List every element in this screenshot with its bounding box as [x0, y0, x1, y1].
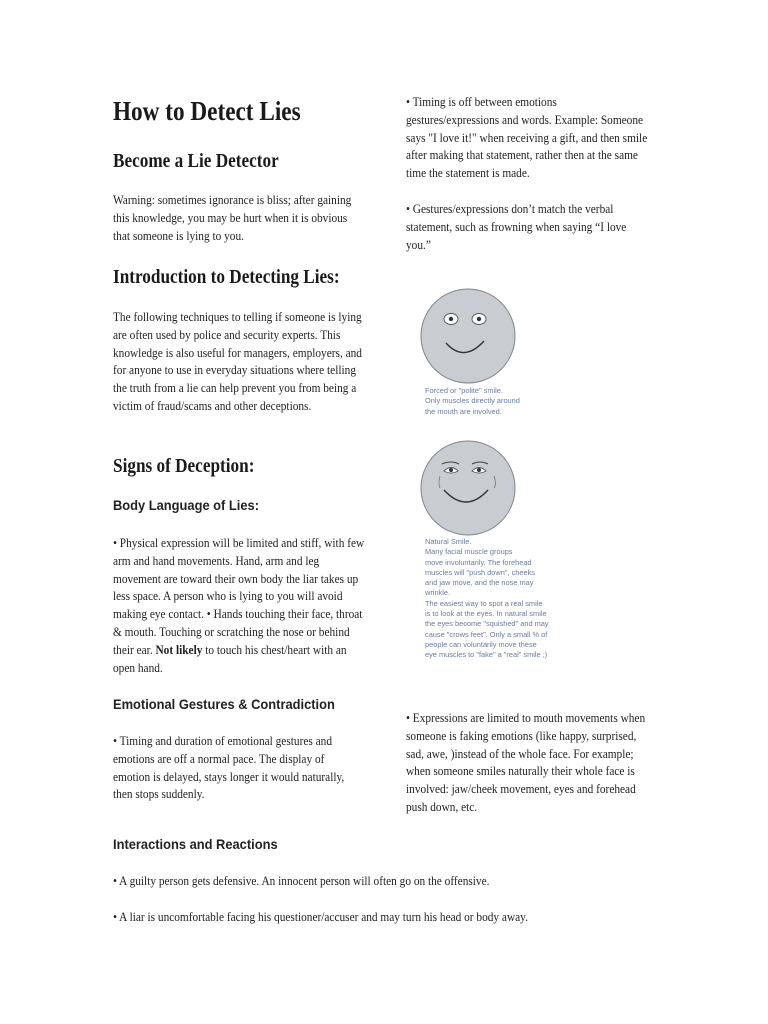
body-language-text-b: to touch his chest/heart with an open hand. — [113, 642, 347, 675]
interactions-heading: Interactions and Reactions — [113, 836, 278, 852]
natural-smile-caption — [425, 537, 549, 661]
body-language-heading: Body Language of Lies: — [113, 497, 259, 513]
interactions-bullet-1: • A guilty person gets defensive. An innocent person will often go on the offensive. — [113, 874, 490, 888]
natural-caption-line: The easiest way to spot a real smile — [425, 598, 543, 608]
forced-caption-line: the mouth are involved. — [425, 406, 502, 416]
warning-text: Warning: sometimes ignorance is bliss; after gaining this knowledge, you may be hurt when it is obvious that someone is lying to you. — [113, 193, 352, 243]
natural-caption-line: move involuntarily. The forehead — [425, 557, 532, 567]
natural-caption-line: muscles will "push down", cheeks — [425, 567, 535, 577]
natural-caption-line: is to look at the eyes. In natural smile — [425, 609, 547, 619]
natural-caption-line: people can voluntarily move these — [425, 639, 537, 649]
body-language-text — [113, 535, 366, 677]
emotional-heading: Emotional Gestures & Contradiction — [113, 696, 335, 712]
natural-caption-line: eye muscles to "fake" a "real" smile ;) — [425, 650, 548, 660]
page-title: How to Detect Lies — [113, 96, 301, 126]
not-likely-emphasis: Not likely — [155, 642, 203, 657]
intro-heading: Introduction to Detecting Lies: — [113, 266, 340, 288]
natural-caption-line: and jaw move, and the nose may — [425, 578, 534, 588]
forced-smile-caption — [425, 386, 520, 417]
expressions-text: • Expressions are limited to mouth movements when someone is faking emotions (like happy, surprised, sad, awe, )instead of the whole face. For example; when someone smiles naturally their whole face is involved: jaw/cheek movement, eyes and forehead push down, etc. — [406, 711, 646, 814]
forced-caption-line: Only muscles directly around — [425, 396, 520, 406]
forced-caption-line: Forced or "polite" smile. — [425, 386, 503, 395]
emotional-body: • Timing and duration of emotional gestures and emotions are off a normal pace. The display of emotion is delayed, stays longer it would naturally, then stops suddenly. — [113, 734, 345, 802]
page-subtitle: Become a Lie Detector — [113, 150, 279, 172]
natural-smile-face-icon — [418, 440, 518, 540]
natural-caption-line: the eyes become "squished" and may — [425, 619, 549, 629]
forced-smile-face-icon — [418, 288, 518, 388]
natural-caption-line: Many facial muscle groups — [425, 547, 513, 557]
timing-text: • Timing is off between emotions gestures/expressions and words. Example: Someone says "I love it!" when receiving a gift, and then smile after making that statement, rather then at the same time the statement is made. — [406, 95, 648, 181]
natural-caption-line: wrinkle. — [425, 588, 451, 598]
interactions-bullet-2: • A liar is uncomfortable facing his questioner/accuser and may turn his head or body away. — [113, 910, 528, 924]
gestures-text: • Gestures/expressions don’t match the verbal statement, such as frowning when saying “I love you.” — [406, 202, 627, 252]
body-language-text-a: • Physical expression will be limited and stiff, with few arm and hand movements. Hand, arm and leg movement are toward their own body the liar takes up less space. A person who is lying to you will avoid making eye contact. • Hands touching their face, throat & mouth. Touching or scratching the nose or behind their ear. — [113, 536, 365, 657]
natural-caption-line: cause "crows feet". Only a small % of — [425, 629, 548, 639]
natural-caption-line: Natural Smile. — [425, 537, 472, 546]
intro-body: The following techniques to telling if someone is lying are often used by police and security experts. This knowledge is also useful for managers, employers, and for anyone to use in everyday situations where telling the truth from a lie can help prevent you from being a victim of fraud/scams and other deceptions. — [113, 310, 362, 413]
signs-heading: Signs of Deception: — [113, 455, 255, 477]
